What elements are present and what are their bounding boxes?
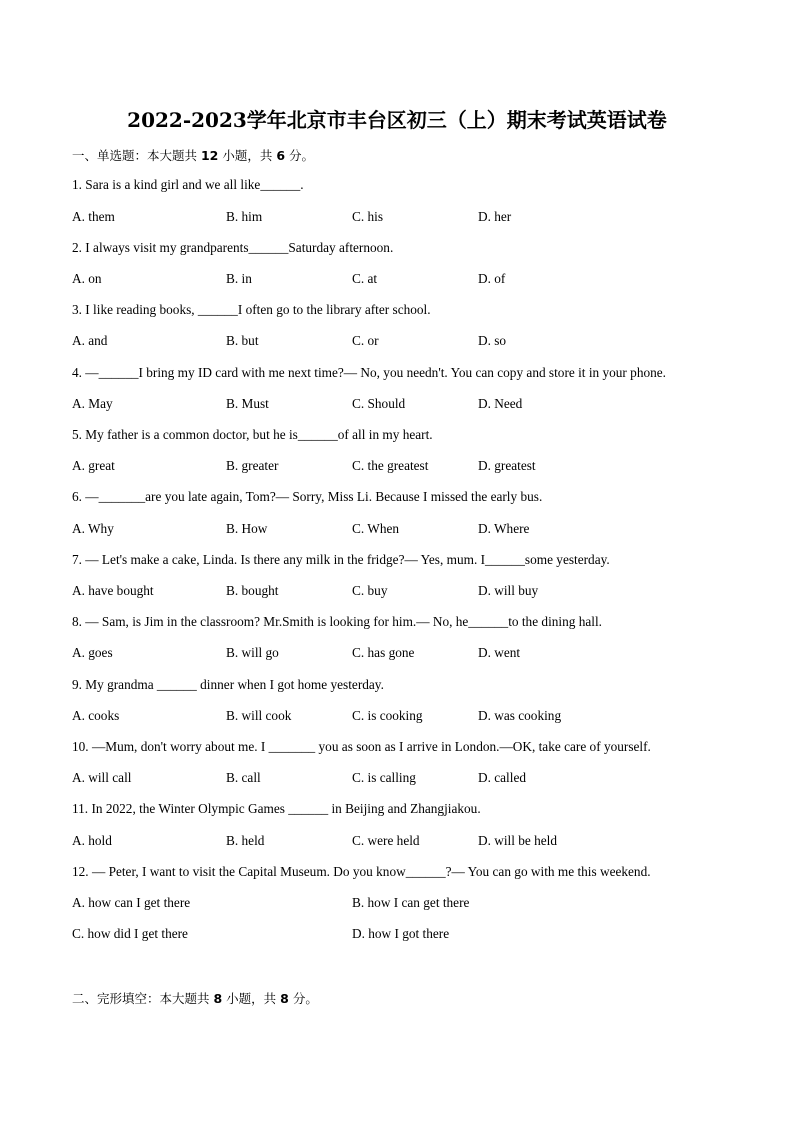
question-10-option-d[interactable]: D. called xyxy=(478,770,526,785)
question-8-stem: 8. — Sam, is Jim in the classroom? Mr.Smith is looking for him.— No, he______to the dining hall. xyxy=(72,614,603,629)
question-3-option-c[interactable]: C. or xyxy=(352,333,379,348)
question-1-option-c[interactable]: C. his xyxy=(352,209,384,224)
question-12-stem: 12. — Peter, I want to visit the Capital Museum. Do you know______?— You can go with me this weekend. xyxy=(72,864,651,879)
section-1-heading: 一、单选题：本大题共 12 小题，共 6 分。 xyxy=(72,148,315,163)
question-6-option-d[interactable]: D. Where xyxy=(478,521,530,536)
question-4-stem: 4. —______I bring my ID card with me next time?— No, you needn't. You can copy and store it in your phone. xyxy=(72,365,667,380)
question-3-option-d[interactable]: D. so xyxy=(478,333,507,348)
question-12-option-b[interactable]: B. how I can get there xyxy=(352,895,470,910)
question-9-stem: 9. My grandma ______ dinner when I got home yesterday. xyxy=(72,677,384,692)
question-9-option-c[interactable]: C. is cooking xyxy=(352,708,423,723)
question-5-option-a[interactable]: A. great xyxy=(72,458,115,473)
page-title: 2022-2023学年北京市丰台区初三（上）期末考试英语试卷 xyxy=(127,108,667,132)
section-2-heading: 二、完形填空：本大题共 8 小题，共 8 分。 xyxy=(72,991,318,1006)
question-1-option-a[interactable]: A. them xyxy=(72,209,115,224)
question-5-stem: 5. My father is a common doctor, but he is______of all in my heart. xyxy=(72,427,433,442)
question-6-option-b[interactable]: B. How xyxy=(226,521,268,536)
question-7-option-d[interactable]: D. will buy xyxy=(478,583,539,598)
question-3-stem: 3. I like reading books, ______I often go to the library after school. xyxy=(72,302,431,317)
question-6-option-a[interactable]: A. Why xyxy=(72,521,114,536)
question-4-option-b[interactable]: B. Must xyxy=(226,396,269,411)
question-4-option-c[interactable]: C. Should xyxy=(352,396,406,411)
question-1-option-d[interactable]: D. her xyxy=(478,209,512,224)
question-5-option-c[interactable]: C. the greatest xyxy=(352,458,429,473)
question-8-option-c[interactable]: C. has gone xyxy=(352,645,415,660)
question-6-stem: 6. —_______are you late again, Tom?— Sorry, Miss Li. Because I missed the early bus. xyxy=(72,489,543,504)
question-11-stem: 11. In 2022, the Winter Olympic Games ______ in Beijing and Zhangjiakou. xyxy=(72,801,481,816)
question-2-option-a[interactable]: A. on xyxy=(72,271,102,286)
question-12-option-c[interactable]: C. how did I get there xyxy=(72,926,188,941)
question-12-option-d[interactable]: D. how I got there xyxy=(352,926,450,941)
question-11-option-d[interactable]: D. will be held xyxy=(478,833,558,848)
question-3-option-b[interactable]: B. but xyxy=(226,333,259,348)
question-6-option-c[interactable]: C. When xyxy=(352,521,400,536)
question-10-option-a[interactable]: A. will call xyxy=(72,770,132,785)
question-9-option-b[interactable]: B. will cook xyxy=(226,708,292,723)
question-5-option-d[interactable]: D. greatest xyxy=(478,458,536,473)
question-10-stem: 10. —Mum, don't worry about me. I _______ you as soon as I arrive in London.—OK, take care of yourself. xyxy=(72,739,651,754)
question-1-stem: 1. Sara is a kind girl and we all like______. xyxy=(72,177,304,192)
question-4-option-d[interactable]: D. Need xyxy=(478,396,523,411)
question-12-option-a[interactable]: A. how can I get there xyxy=(72,895,191,910)
question-10-option-b[interactable]: B. call xyxy=(226,770,261,785)
question-2-option-b[interactable]: B. in xyxy=(226,271,252,286)
question-9-option-d[interactable]: D. was cooking xyxy=(478,708,562,723)
question-2-option-d[interactable]: D. of xyxy=(478,271,506,286)
question-3-option-a[interactable]: A. and xyxy=(72,333,108,348)
question-11-option-c[interactable]: C. were held xyxy=(352,833,420,848)
question-11-option-b[interactable]: B. held xyxy=(226,833,265,848)
question-8-option-b[interactable]: B. will go xyxy=(226,645,279,660)
question-10-option-c[interactable]: C. is calling xyxy=(352,770,416,785)
question-2-stem: 2. I always visit my grandparents______Saturday afternoon. xyxy=(72,240,394,255)
question-4-option-a[interactable]: A. May xyxy=(72,396,113,411)
question-7-option-a[interactable]: A. have bought xyxy=(72,583,154,598)
question-8-option-a[interactable]: A. goes xyxy=(72,645,113,660)
question-9-option-a[interactable]: A. cooks xyxy=(72,708,120,723)
question-2-option-c[interactable]: C. at xyxy=(352,271,378,286)
question-11-option-a[interactable]: A. hold xyxy=(72,833,112,848)
question-7-stem: 7. — Let's make a cake, Linda. Is there any milk in the fridge?— Yes, mum. I______some yesterday. xyxy=(72,552,610,567)
question-5-option-b[interactable]: B. greater xyxy=(226,458,279,473)
question-8-option-d[interactable]: D. went xyxy=(478,645,521,660)
question-1-option-b[interactable]: B. him xyxy=(226,209,263,224)
question-7-option-b[interactable]: B. bought xyxy=(226,583,279,598)
question-7-option-c[interactable]: C. buy xyxy=(352,583,388,598)
